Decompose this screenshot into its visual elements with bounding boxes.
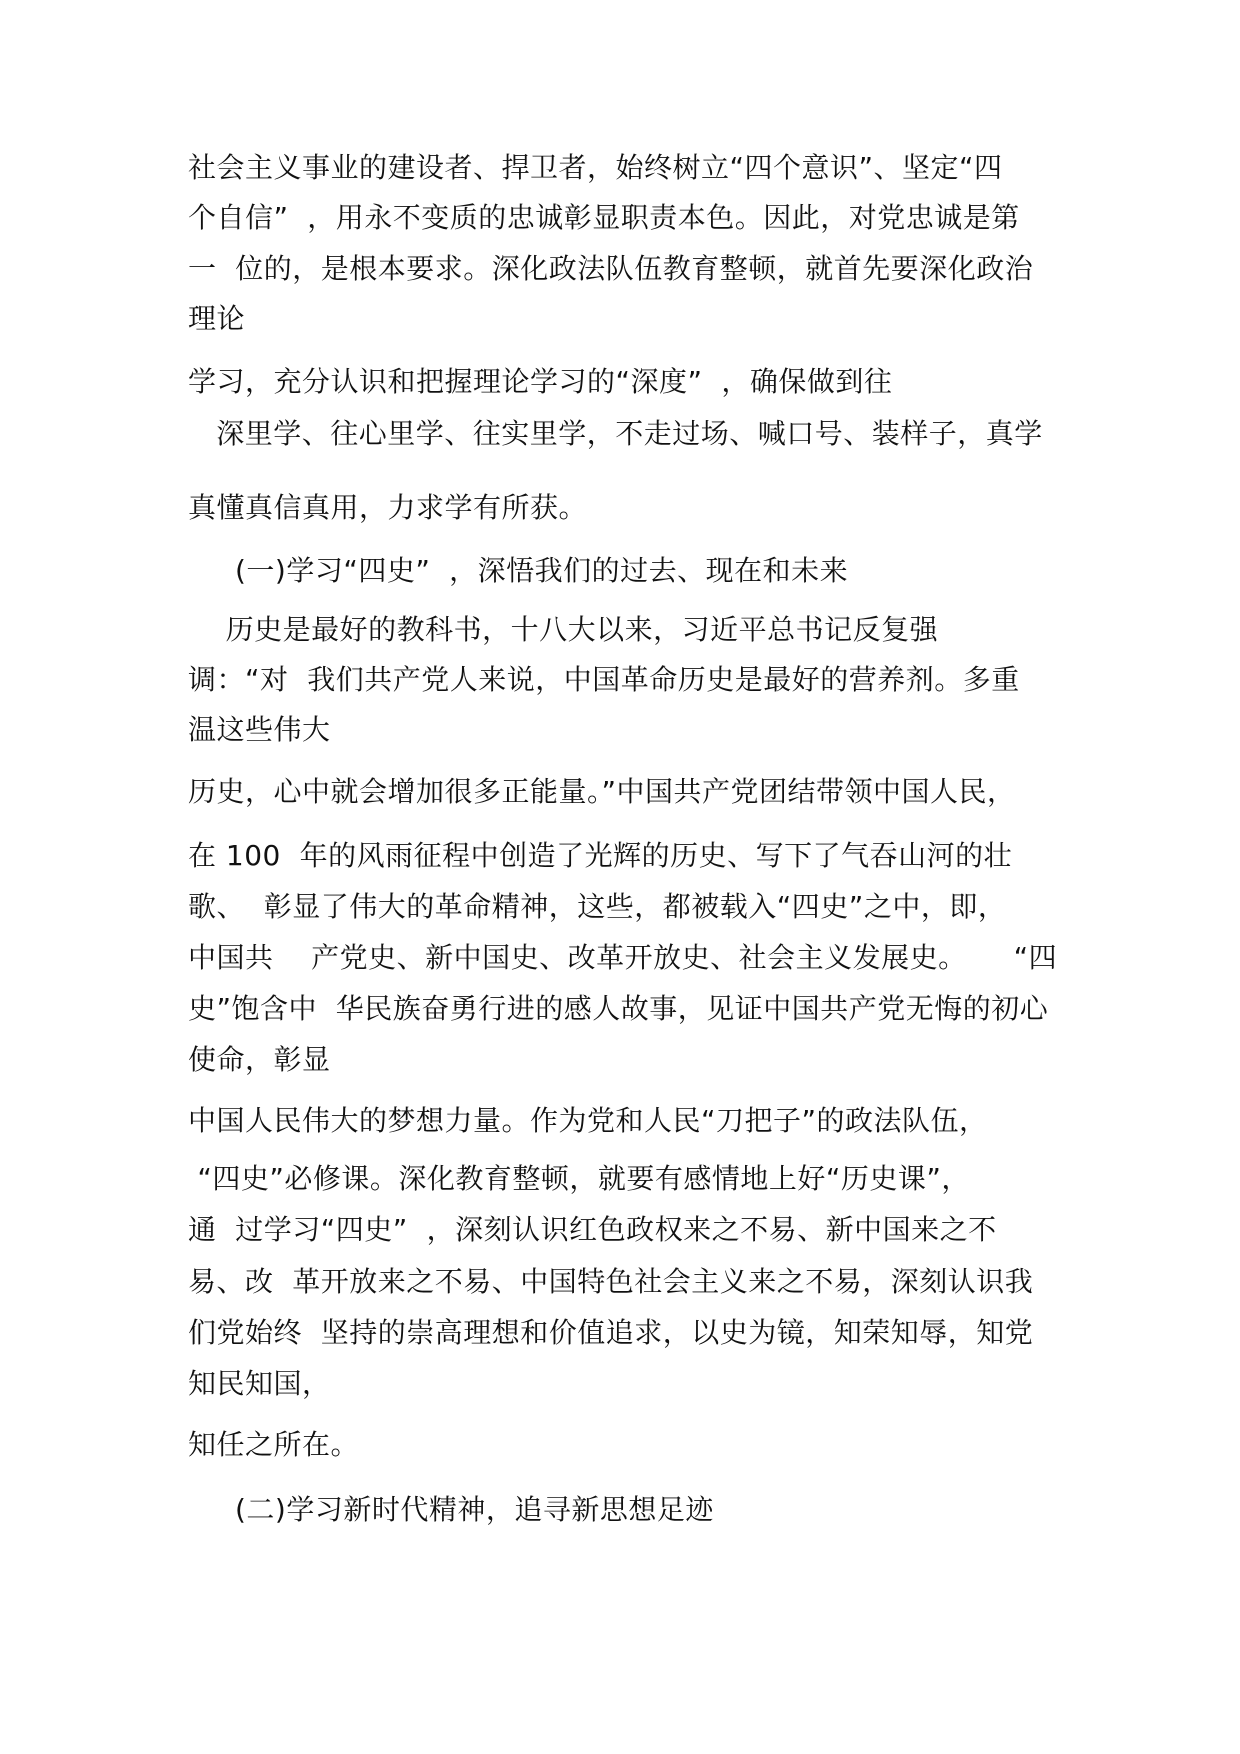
text-line: 历史，心中就会增加很多正能量。”中国共产党团结带领中国人民， — [188, 775, 1016, 808]
text-line: 真懂真信真用，力求学有所获。 — [188, 491, 588, 524]
text-line: “四史”必修课。深化教育整顿，就要有感情地上好“历史课”， — [188, 1162, 970, 1195]
text-line: 在 100 年的风雨征程中创造了光辉的历史、写下了气吞山河的壮 — [188, 839, 1013, 872]
text-line: 理论 — [188, 302, 246, 335]
text-line: 调：“对 我们共产党人来说，中国革命历史是最好的营养剂。多重 — [188, 663, 1020, 696]
text-line: 知民知国， — [188, 1367, 331, 1400]
text-line: 知任之所在。 — [188, 1428, 360, 1461]
text-line: 学习，充分认识和把握理论学习的“深度” ，确保做到往 — [188, 365, 893, 398]
section-heading: (一)学习“四史” ，深悟我们的过去、现在和未来 — [188, 554, 849, 587]
section-heading: (二)学习新时代精神，追寻新思想足迹 — [188, 1493, 714, 1526]
text-line: 社会主义事业的建设者、捍卫者，始终树立“四个意识”、坚定“四 — [188, 151, 1003, 184]
text-line: 们党始终 坚持的崇高理想和价值追求，以史为镜，知荣知辱，知党 — [188, 1316, 1034, 1349]
text-line: 中国共 产党史、新中国史、改革开放史、社会主义发展史。 “四 — [188, 941, 1058, 974]
text-line: 易、改 革开放来之不易、中国特色社会主义来之不易，深刻认识我 — [188, 1265, 1034, 1298]
text-line: 一 位的，是根本要求。深化政法队伍教育整顿，就首先要深化政治 — [188, 252, 1034, 285]
text-line: 史”饱含中 华民族奋勇行进的感人故事，见证中国共产党无悔的初心 — [188, 992, 1049, 1025]
text-line: 中国人民伟大的梦想力量。作为党和人民“刀把子”的政法队伍， — [188, 1104, 988, 1137]
text-line: 深里学、往心里学、往实里学，不走过场、喊口号、装样子，真学 — [188, 417, 1043, 450]
text-line: 歌、 彰显了伟大的革命精神，这些，都被载入“四史”之中，即， — [188, 890, 1007, 923]
text-line: 使命，彰显 — [188, 1043, 331, 1076]
text-line: 温这些伟大 — [188, 713, 331, 746]
text-line: 通 过学习“四史” ，深刻认识红色政权来之不易、新中国来之不 — [188, 1213, 997, 1246]
text-line: 个自信” ，用永不变质的忠诚彰显职责本色。因此，对党忠诚是第 — [188, 201, 1020, 234]
text-line: 历史是最好的教科书，十八大以来，习近平总书记反复强 — [188, 613, 939, 646]
